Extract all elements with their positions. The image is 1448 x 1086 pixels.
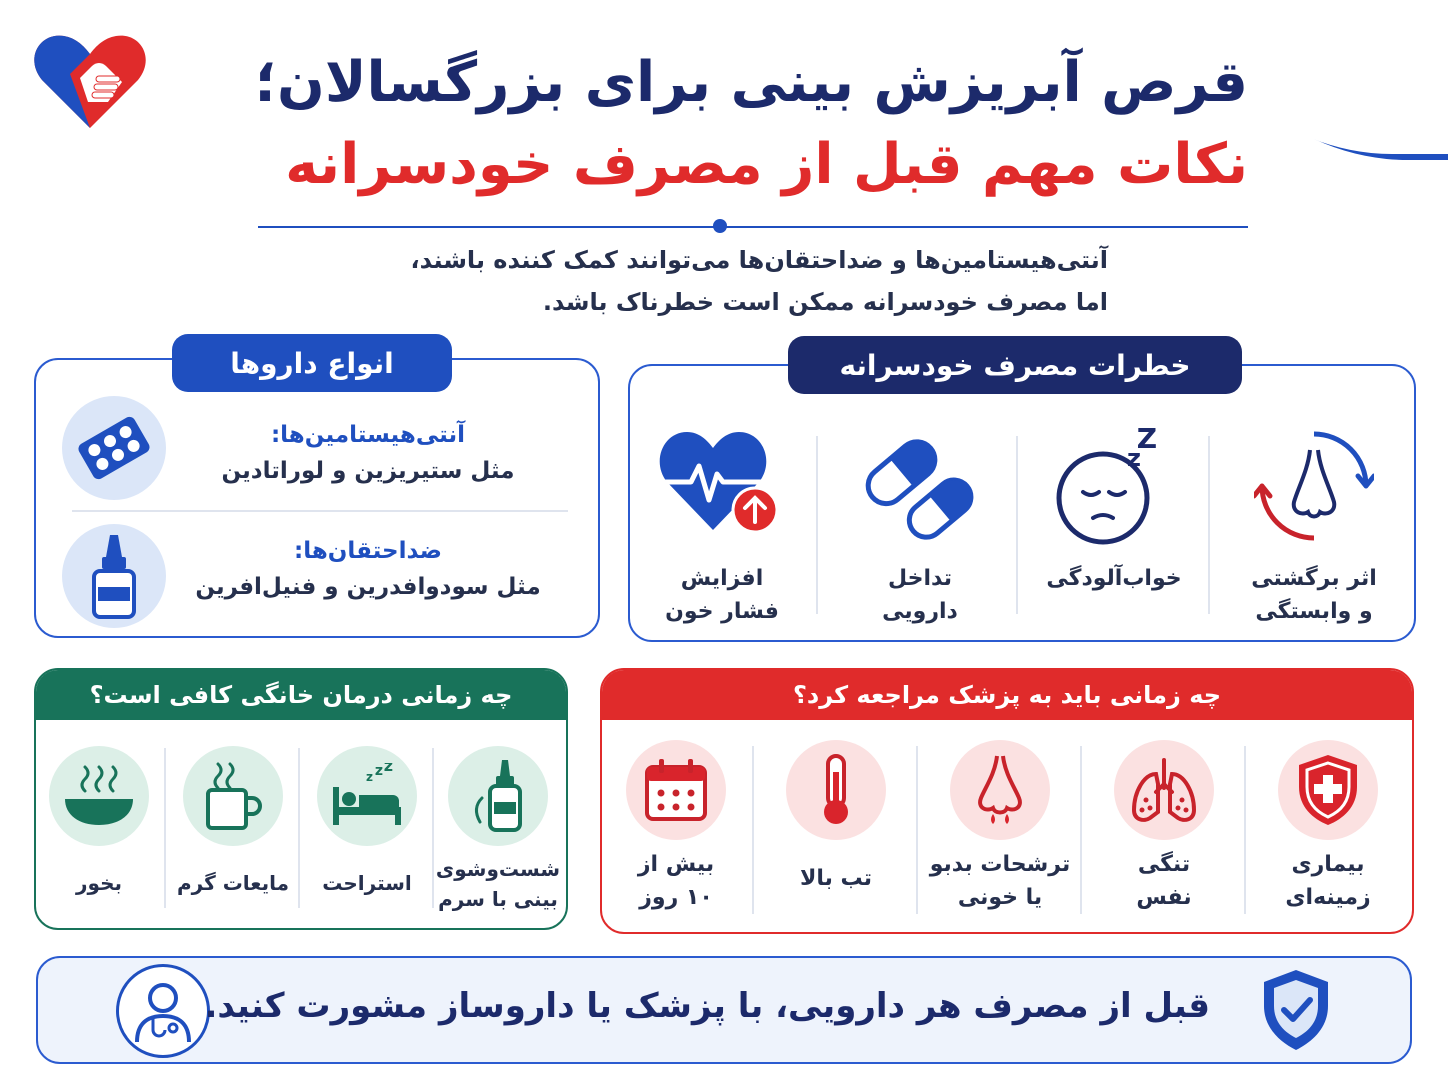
home-saline-label-2: بینی با سرم	[438, 887, 558, 911]
nasal-spray-icon	[62, 524, 166, 628]
home-rest-label: استراحت	[322, 871, 412, 895]
steam-bowl-icon	[49, 746, 149, 846]
svg-text:z: z	[1127, 444, 1141, 472]
risk-pressure-label-1: افزایش	[680, 566, 764, 591]
nose-cycle-icon	[1254, 426, 1374, 550]
home-steam-label: بخور	[76, 871, 122, 895]
home-separator	[164, 748, 166, 908]
doctor-underlying-label-1: بیماری	[1291, 852, 1365, 877]
home-item-rest	[304, 746, 430, 898]
svg-text:z: z	[383, 763, 393, 775]
risks-heading: خطرات مصرف خودسرانه	[788, 336, 1242, 394]
risk-rebound-label-1: اثر برگشتی	[1251, 566, 1377, 591]
home-saline-label-1: شست‌وشوی	[435, 857, 561, 881]
svg-text:z: z	[374, 763, 383, 779]
risk-separator	[1208, 436, 1210, 614]
doctor-discharge-label-2: یا خونی	[957, 885, 1043, 910]
shield-check-icon	[1260, 968, 1332, 1056]
doctor-separator	[752, 746, 754, 914]
title-divider-dot	[713, 219, 727, 233]
risk-separator	[1016, 436, 1018, 614]
calendar-icon	[626, 740, 726, 840]
doctor-separator	[1244, 746, 1246, 914]
heart-pressure-icon	[657, 426, 787, 550]
hot-mug-icon	[183, 746, 283, 846]
doctor-item-underlying	[1250, 740, 1406, 914]
advice-text: قبل از مصرف هر دارویی، با پزشک یا داروساز مشورت کنید.	[204, 986, 1210, 1026]
capsules-icon	[860, 426, 980, 550]
nose-bleeding-icon	[950, 740, 1050, 840]
shield-cross-icon	[1278, 740, 1378, 840]
doctor-discharge-label-1: ترشحات بدبو	[929, 852, 1071, 877]
svg-text:z: z	[366, 770, 373, 784]
doctor-item-discharge	[922, 740, 1078, 914]
svg-text:Z: Z	[1136, 426, 1157, 455]
doctor-item-fever	[758, 740, 914, 895]
doctor-duration-label-2: ۱۰ روز	[639, 885, 713, 910]
doctor-separator	[1080, 746, 1082, 914]
doctor-avatar-icon	[116, 964, 210, 1058]
intro-line-1: آنتی‌هیستامین‌ها و ضداحتقان‌ها می‌توانند کمک کننده باشند،	[410, 246, 1108, 274]
doctor-breath-label-1: تنگی	[1137, 852, 1191, 877]
drug-decongestants-example: مثل سودوافدرین و فنیل‌افرین	[195, 574, 541, 600]
risk-item-rebound	[1224, 426, 1404, 628]
drug-decongestants	[178, 538, 558, 600]
saline-bottle-icon	[448, 746, 548, 846]
risk-rebound-label-2: و وابستگی	[1255, 599, 1373, 624]
risk-item-interaction	[826, 426, 1014, 628]
drug-antihistamines-name: آنتی‌هیستامین‌ها:	[270, 422, 466, 448]
title-line-1: قرص آبریزش بینی برای بزرگسالان؛	[254, 50, 1248, 115]
pill-blister-icon	[62, 396, 166, 500]
home-heading: چه زمانی درمان خانگی کافی است؟	[36, 670, 566, 720]
home-item-steam	[36, 746, 162, 898]
risk-interaction-label-2: دارویی	[882, 599, 958, 624]
advice-banner	[36, 956, 1412, 1064]
home-item-saline	[436, 746, 560, 914]
thermometer-icon	[786, 740, 886, 840]
doctor-panel	[600, 668, 1414, 934]
doctor-heading: چه زمانی باید به پزشک مراجعه کرد؟	[602, 670, 1412, 720]
heart-hand-logo-icon	[30, 28, 150, 138]
sleepy-face-icon	[1049, 426, 1179, 550]
home-separator	[432, 748, 434, 908]
doctor-duration-label-1: بیش از	[637, 852, 715, 877]
bed-rest-icon	[317, 746, 417, 846]
title-divider	[258, 226, 1248, 228]
home-warm-fluids-label: مایعات گرم	[177, 871, 289, 895]
drug-decongestants-name: ضداحتقان‌ها:	[294, 538, 442, 564]
doctor-item-breath	[1086, 740, 1242, 914]
doctor-fever-label: تب بالا	[799, 866, 873, 891]
risk-interaction-label-1: تداخل	[888, 566, 953, 591]
lungs-icon	[1114, 740, 1214, 840]
title-line-2: نکات مهم قبل از مصرف خودسرانه	[285, 132, 1248, 197]
doctor-breath-label-2: نفس	[1136, 885, 1192, 910]
risk-separator	[816, 436, 818, 614]
doctor-separator	[916, 746, 918, 914]
doctor-underlying-label-2: زمینه‌ای	[1285, 885, 1371, 910]
intro-line-2: اما مصرف خودسرانه ممکن است خطرناک باشد.	[542, 288, 1108, 316]
doctor-item-duration	[602, 740, 750, 914]
risk-pressure-label-2: فشار خون	[665, 599, 779, 624]
home-separator	[298, 748, 300, 908]
risk-drowsiness-label: خواب‌آلودگی	[1046, 566, 1182, 591]
drug-antihistamines-example: مثل ستیریزین و لوراتادین	[221, 458, 515, 484]
drug-types-panel	[34, 358, 600, 638]
drug-types-heading: انواع داروها	[172, 334, 452, 392]
home-panel	[34, 668, 568, 930]
risks-panel	[628, 364, 1416, 642]
drug-divider	[72, 510, 568, 512]
risk-item-blood-pressure	[630, 426, 814, 628]
drug-antihistamines	[178, 422, 558, 484]
home-item-warm-fluids	[170, 746, 296, 898]
risk-item-drowsiness	[1022, 426, 1206, 595]
